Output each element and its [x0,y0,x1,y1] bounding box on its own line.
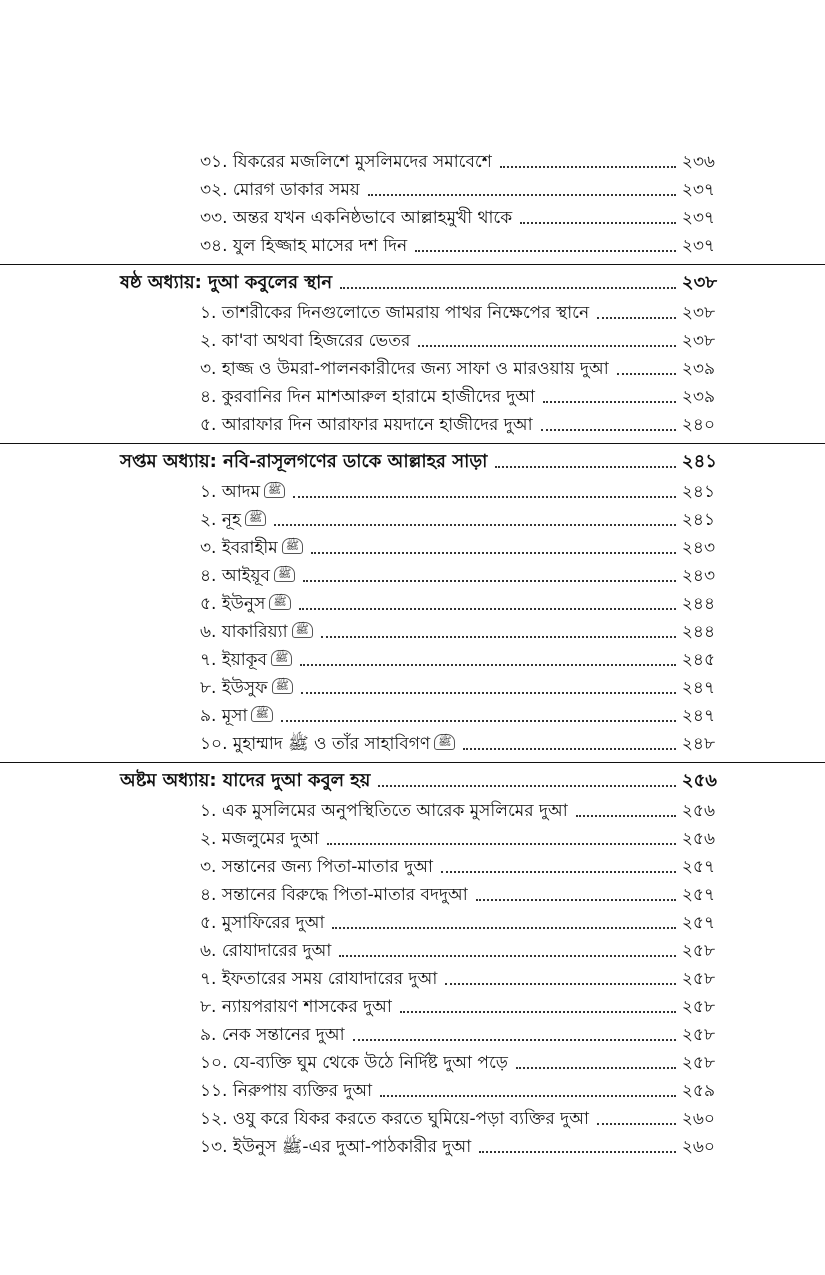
toc-entry-title: আরাফার দিন আরাফার ময়দানে হাজীদের দুআ [221,415,533,435]
chapter-page: ২৫৬ [681,770,717,791]
toc-entry-page: ২৩৯ [681,387,715,407]
chapter-heading[interactable] [0,267,717,299]
toc-entry-title: যিকরের মজলিশে মুসলিমদের সমাবেশে [232,152,492,172]
honorific-ligature-icon: ﷺ [245,510,266,526]
toc-entry[interactable] [0,937,715,965]
toc-entry-title-group [200,618,319,646]
dot-leader [415,250,676,252]
toc-entry[interactable] [0,909,715,937]
toc-entry-title-group [200,506,272,534]
toc-entry-title: নিরুপায় ব্যক্তির দুআ [232,1081,373,1101]
toc-entry-page: ২৩৬ [681,152,715,172]
toc-entry-title-group [200,937,337,965]
toc-entry-title: ওযু করে যিকর করতে করতে ঘুমিয়ে-পড়া ব্যক্তির দুআ [232,1109,589,1129]
toc-entry-number: ৮. [200,678,217,698]
toc-entry-title-group [200,1133,477,1161]
toc-entry-title-group [200,383,541,411]
dot-leader [281,720,676,722]
toc-entry-title: মুহাম্মাদ ﷺ ও তাঁর সাহাবিগণ [232,734,431,754]
toc-entry-number: ৭. [200,969,217,989]
toc-entry-page: ২৫৭ [681,857,715,877]
toc-entry[interactable] [0,1077,715,1105]
toc-entry[interactable] [0,618,715,646]
chapter-block [0,762,825,1161]
chapter-title: সপ্তম অধ্যায়: নবি-রাসূলগণের ডাকে আল্লাহর সাড়া [120,451,488,472]
toc-entry-title: সন্তানের বিরুদ্ধে পিতা-মাতার বদদুআ [221,885,468,905]
toc-entry-number: ৯. [200,706,217,726]
toc-entry-page: ২৫৭ [681,913,715,933]
dot-leader [541,429,676,431]
toc-entry-title-group [200,730,461,758]
toc-entry-page: ২৫৯ [681,1081,715,1101]
toc-entry[interactable] [0,411,715,439]
toc-entry-title-group [200,825,325,853]
toc-entry-title-group [200,562,301,590]
toc-entry[interactable] [0,232,715,260]
chapter-heading[interactable] [0,446,717,478]
chapter-page: ২৪১ [681,451,717,472]
toc-entry-title-group [200,590,297,618]
dot-leader [340,287,676,289]
chapter-heading[interactable] [0,765,717,797]
dot-leader [274,524,676,526]
toc-entry-title-group [200,646,298,674]
toc-entry-number: ৩. [200,359,217,379]
toc-entry-title: যাকারিয়্যা [221,622,288,642]
toc-entry-title: মুসাফিরের দুআ [221,913,325,933]
toc-entry-title-group [200,204,518,232]
table-of-contents [0,148,825,1161]
dot-leader [303,580,676,582]
toc-entry[interactable] [0,797,715,825]
toc-entry-title-group [200,674,299,702]
toc-entry-title-group [200,299,595,327]
honorific-ligature-icon: ﷺ [269,594,290,610]
toc-entry-number: ১০. [200,734,228,754]
toc-entry-title-group [200,411,539,439]
toc-entry[interactable] [0,825,715,853]
toc-entry-title-group [200,1077,378,1105]
toc-entry-title: অন্তর যখন একনিষ্ঠভাবে আল্লাহমুখী থাকে [232,208,513,228]
toc-entry-number: ৬. [200,622,217,642]
dot-leader [543,401,676,403]
toc-entry-number: ৩. [200,857,217,877]
toc-entry-title: আদম [221,482,261,502]
dot-leader [368,194,676,196]
honorific-ligature-icon: ﷺ [271,650,292,666]
toc-entry-title: ইয়াকূব [221,650,268,670]
dot-leader [597,1123,676,1125]
toc-entry-page: ২৪৩ [681,566,715,586]
toc-entry-page: ২৫৬ [681,829,715,849]
dot-leader [463,748,675,750]
toc-entry-title-group [200,909,330,937]
toc-entry-number: ৫. [200,913,217,933]
dot-leader [597,317,676,319]
toc-entry-page: ২৫৮ [681,997,715,1017]
toc-entry-title-group [200,853,439,881]
dot-leader [339,955,676,957]
dot-leader [418,345,676,347]
toc-entry-title: ন্যায়পরায়ণ শাসকের দুআ [221,997,392,1017]
toc-entry-title: এক মুসলিমের অনুপস্থিতিতে আরেক মুসলিমের দুআ [221,801,568,821]
toc-entry-number: ৩১. [200,152,228,172]
toc-entry[interactable] [0,730,715,758]
toc-entry-number: ৩২. [200,180,228,200]
toc-entry-title-group [200,993,398,1021]
honorific-ligature-icon: ﷺ [292,622,313,638]
toc-entry-number: ১. [200,482,217,502]
toc-entry-title-group [200,176,366,204]
toc-entry-number: ৪. [200,387,217,407]
dot-leader [311,552,676,554]
toc-entry-title-group [200,478,291,506]
toc-entry-title: সন্তানের জন্য পিতা-মাতার দুআ [221,857,433,877]
toc-entry-title-group [200,702,279,730]
toc-entry-title-group [200,148,498,176]
toc-entry-title: কুরবানির দিন মাশআরুল হারামে হাজীদের দুআ [221,387,535,407]
toc-entry-number: ১২. [200,1109,228,1129]
toc-entry-number: ৩. [200,538,217,558]
dot-leader [479,1151,676,1153]
toc-entry-title: মোরগ ডাকার সময় [232,180,360,200]
toc-entry-number: ২. [200,331,217,351]
toc-entry[interactable] [0,853,715,881]
toc-entry-page: ২৫৬ [681,801,715,821]
toc-entry[interactable] [0,148,715,176]
toc-entry-page: ২৪১ [681,510,715,530]
toc-entry-title: হাজ্জ ও উমরা-পালনকারীদের জন্য সাফা ও মারওয়ায় দুআ [221,359,609,379]
toc-entry-title: আইয়ূব [221,566,270,586]
dot-leader [299,608,676,610]
chapter-block [0,443,825,758]
toc-entry[interactable] [0,1049,715,1077]
toc-entry-title: তাশরীকের দিনগুলোতে জামরায় পাথর নিক্ষেপের স্থানে [221,303,590,323]
toc-entry-title: ইউনুস ﷺ-এর দুআ-পাঠকারীর দুআ [232,1137,472,1157]
toc-entry-title-group [200,327,416,355]
toc-entry-page: ২৪৪ [681,594,715,614]
toc-entry-title: ইউনুস [221,594,266,614]
chapter-block [0,264,825,439]
toc-entry-page: ২৪৪ [681,622,715,642]
toc-entry-page: ২৪৮ [681,734,715,754]
toc-entry-page: ২৫৭ [681,885,715,905]
toc-entry-page: ২৪৫ [681,650,715,670]
toc-entry-title: মজলুমের দুআ [221,829,319,849]
chapter-title: অষ্টম অধ্যায়: যাদের দুআ কবুল হয় [120,770,371,791]
toc-entry-number: ৪. [200,566,217,586]
dot-leader [301,692,676,694]
toc-entry-page: ২৫৮ [681,941,715,961]
continued-entries [0,148,825,260]
toc-entry-title: যুল হিজ্জাহ মাসের দশ দিন [232,236,408,256]
dot-leader [332,927,675,929]
toc-entry-number: ৫. [200,594,217,614]
dot-leader [380,1095,676,1097]
toc-entry[interactable] [0,1105,715,1133]
toc-entry[interactable] [0,1021,715,1049]
toc-entry-title: ইউসুফ [221,678,268,698]
toc-entry-number: ১০. [200,1053,228,1073]
toc-entry-title-group [200,534,309,562]
toc-entry-title-group [200,232,413,260]
toc-entry[interactable] [0,355,715,383]
toc-entry-page: ২৬০ [681,1109,715,1129]
toc-entry-title: রোযাদারের দুআ [221,941,332,961]
dot-leader [516,1067,676,1069]
toc-entry-title-group [200,797,574,825]
toc-entry-title-group [200,1049,514,1077]
dot-leader [500,166,676,168]
toc-entry-number: ১১. [200,1081,228,1101]
toc-entry-page: ২৪১ [681,482,715,502]
toc-entry-title-group [200,965,443,993]
toc-entry-title-group [200,355,615,383]
toc-entry-number: ৪. [200,885,217,905]
dot-leader [353,1039,676,1041]
toc-entry-page: ২৫৮ [681,969,715,989]
toc-entry[interactable] [0,383,715,411]
toc-entry-page: ২৪৩ [681,538,715,558]
toc-entry[interactable] [0,965,715,993]
chapter-page: ২৩৮ [681,272,717,293]
toc-entry-page: ২৩৭ [681,208,715,228]
honorific-ligature-icon: ﷺ [282,538,303,554]
toc-entry-page: ২৫৮ [681,1025,715,1045]
toc-entry[interactable] [0,993,715,1021]
toc-entry-title-group [200,1021,351,1049]
toc-entry[interactable] [0,478,715,506]
honorific-ligature-icon: ﷺ [272,678,293,694]
toc-entry-title: নূহ [221,510,241,530]
toc-entry-number: ১. [200,801,217,821]
toc-entry-number: ৭. [200,650,217,670]
toc-entry[interactable] [0,702,715,730]
toc-entry-page: ২৪৭ [681,706,715,726]
honorific-ligature-icon: ﷺ [274,566,295,582]
dot-leader [576,815,676,817]
toc-entry-page: ২৪৭ [681,678,715,698]
toc-entry[interactable] [0,299,715,327]
toc-entry[interactable] [0,674,715,702]
toc-entry-title: মূসা [221,706,248,726]
dot-leader [476,899,676,901]
toc-entry-title-group [200,881,474,909]
toc-entry[interactable] [0,534,715,562]
toc-entry-title: নেক সন্তানের দুআ [221,1025,345,1045]
toc-entry-number: ৩৪. [200,236,228,256]
toc-entry[interactable] [0,327,715,355]
toc-entry-page: ২৫৮ [681,1053,715,1073]
toc-entry-number: ২. [200,829,217,849]
toc-entry-title: ইবরাহীম [221,538,278,558]
toc-entry[interactable] [0,881,715,909]
honorific-ligature-icon: ﷺ [251,706,272,722]
dot-leader [441,871,676,873]
toc-entry-page: ২৩৭ [681,236,715,256]
toc-entry-number: ৮. [200,997,217,1017]
dot-leader [300,664,676,666]
toc-entry-page: ২৩৮ [681,303,715,323]
toc-entry-page: ২৩৯ [681,359,715,379]
dot-leader [617,373,676,375]
toc-entry-number: ১. [200,303,217,323]
toc-entry-number: ৫. [200,415,217,435]
honorific-ligature-icon: ﷺ [264,482,285,498]
toc-entry-title: ইফতারের সময় রোযাদারের দুআ [221,969,438,989]
toc-entry-title-group [200,1105,595,1133]
chapter-title: ষষ্ঠ অধ্যায়: দুআ কবুলের স্থান [120,272,333,293]
toc-entry[interactable] [0,204,715,232]
toc-entry[interactable] [0,176,715,204]
toc-entry[interactable] [0,562,715,590]
dot-leader [495,466,676,468]
toc-entry-page: ২৩৭ [681,180,715,200]
toc-entry[interactable] [0,646,715,674]
toc-entry-page: ২৬০ [681,1137,715,1157]
toc-entry-title: যে-ব্যক্তি ঘুম থেকে উঠে নির্দিষ্ট দুআ পড়ে [232,1053,508,1073]
toc-entry-title: কা'বা অথবা হিজরের ভেতর [221,331,411,351]
dot-leader [520,222,676,224]
toc-entry-number: ৯. [200,1025,217,1045]
toc-entry-page: ২৩৮ [681,331,715,351]
toc-entry-number: ১৩. [200,1137,228,1157]
honorific-ligature-icon: ﷺ [434,734,455,750]
toc-entry[interactable] [0,590,715,618]
toc-entry[interactable] [0,506,715,534]
toc-entry-number: ৩৩. [200,208,228,228]
dot-leader [378,785,676,787]
dot-leader [400,1011,676,1013]
toc-entry-number: ২. [200,510,217,530]
toc-entry[interactable] [0,1133,715,1161]
dot-leader [445,983,676,985]
dot-leader [321,636,676,638]
toc-entry-page: ২৪০ [681,415,715,435]
dot-leader [327,843,676,845]
dot-leader [293,496,676,498]
toc-entry-number: ৬. [200,941,217,961]
